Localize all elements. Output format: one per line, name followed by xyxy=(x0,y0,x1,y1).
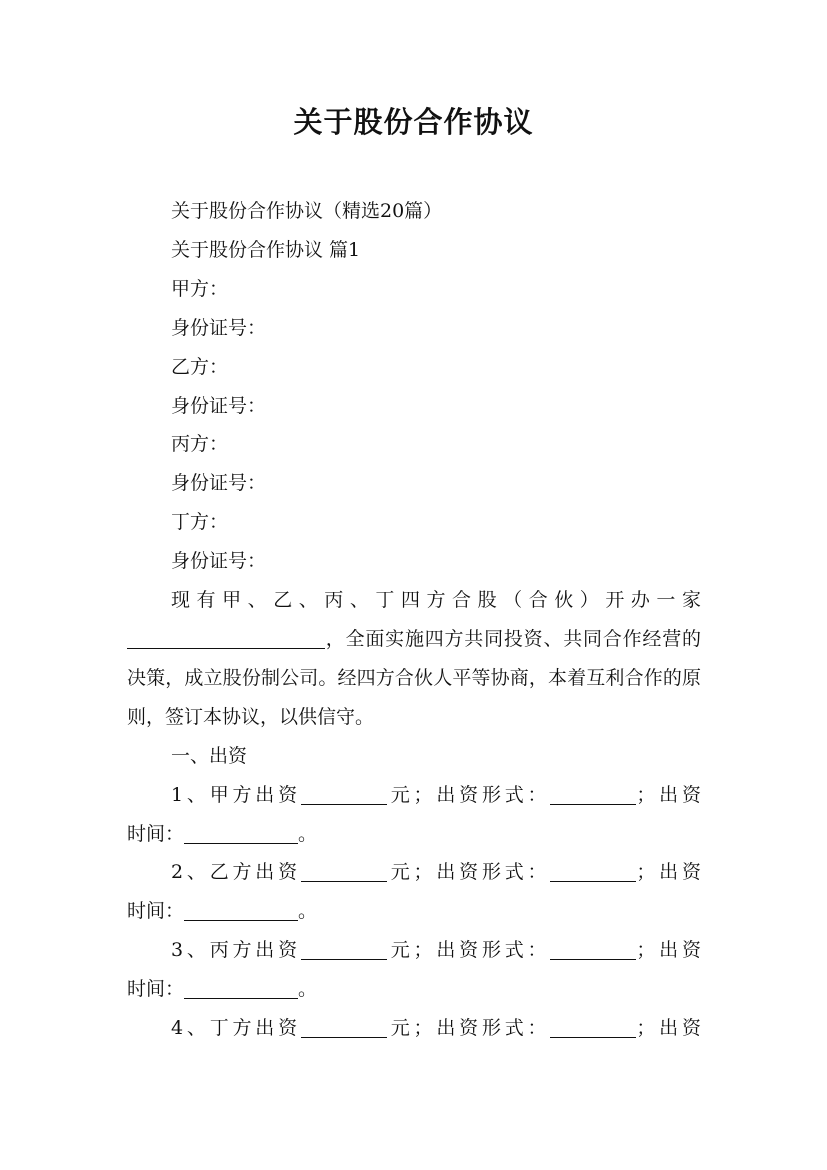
investment-tail: ；出资 xyxy=(636,861,701,884)
id-number-label: 身份证号： xyxy=(171,472,267,495)
investment-prefix: 3、丙方出资 xyxy=(171,939,301,962)
investment-tail: ；出资 xyxy=(636,783,701,806)
time-blank xyxy=(184,898,298,921)
form-blank xyxy=(550,1015,636,1038)
article-heading: 关于股份合作协议 篇1 xyxy=(171,238,361,261)
investment-form-label: 元；出资形式： xyxy=(386,783,551,806)
time-blank xyxy=(184,821,298,844)
investment-tail: ；出资 xyxy=(636,939,701,962)
amount-blank xyxy=(301,937,387,960)
investment-prefix: 1、甲方出资 xyxy=(171,783,301,806)
investment-prefix: 4、丁方出资 xyxy=(171,1017,301,1040)
document-subtitle: 关于股份合作协议（精选20篇） xyxy=(171,200,443,222)
investment-form-label: 元；出资形式： xyxy=(386,939,551,962)
amount-blank xyxy=(301,859,387,882)
investment-prefix: 2、乙方出资 xyxy=(171,861,301,884)
investment-time-bing xyxy=(127,970,701,1009)
time-label: 时间： xyxy=(127,900,185,923)
line-end: 。 xyxy=(298,900,318,923)
investment-line-bing xyxy=(127,931,701,970)
investment-time-jia xyxy=(127,815,701,854)
amount-blank xyxy=(301,1015,387,1038)
party-label-bing: 丙方： xyxy=(171,433,229,456)
amount-blank xyxy=(301,782,387,805)
investment-line-ding xyxy=(127,1009,701,1048)
time-label: 时间： xyxy=(127,822,185,845)
party-label-ding: 丁方： xyxy=(171,511,229,534)
investment-time-yi xyxy=(127,892,701,931)
form-blank xyxy=(550,937,636,960)
company-name-blank xyxy=(127,626,325,649)
intro-text-part1: 现有甲、乙、丙、丁四方合股（合伙）开办一家 xyxy=(171,589,701,612)
party-label-yi: 乙方： xyxy=(171,355,229,378)
intro-text-part2: ，全面实施四方共同投资、共同合作经营的决策，成立股份制公司。经四方合伙人平等协商，本着互利合作的原则，签订本协议，以供信守。 xyxy=(127,627,701,728)
id-number-label: 身份证号： xyxy=(171,316,267,339)
line-end: 。 xyxy=(298,978,318,1001)
document-body xyxy=(127,192,701,1048)
investment-form-label: 元；出资形式： xyxy=(386,1017,551,1040)
investment-line-jia xyxy=(127,776,701,815)
intro-paragraph xyxy=(127,581,701,737)
investment-line-yi xyxy=(127,853,701,892)
time-label: 时间： xyxy=(127,978,185,1001)
id-number-label: 身份证号： xyxy=(171,550,267,573)
line-end: 。 xyxy=(298,822,318,845)
id-number-label: 身份证号： xyxy=(171,394,267,417)
form-blank xyxy=(550,782,636,805)
section-heading-investment: 一、出资 xyxy=(171,744,248,767)
party-label-jia: 甲方： xyxy=(171,277,229,300)
document-title: 关于股份合作协议 xyxy=(293,105,534,139)
form-blank xyxy=(550,859,636,882)
investment-form-label: 元；出资形式： xyxy=(386,861,551,884)
time-blank xyxy=(184,976,298,999)
investment-tail: ；出资 xyxy=(636,1017,701,1040)
